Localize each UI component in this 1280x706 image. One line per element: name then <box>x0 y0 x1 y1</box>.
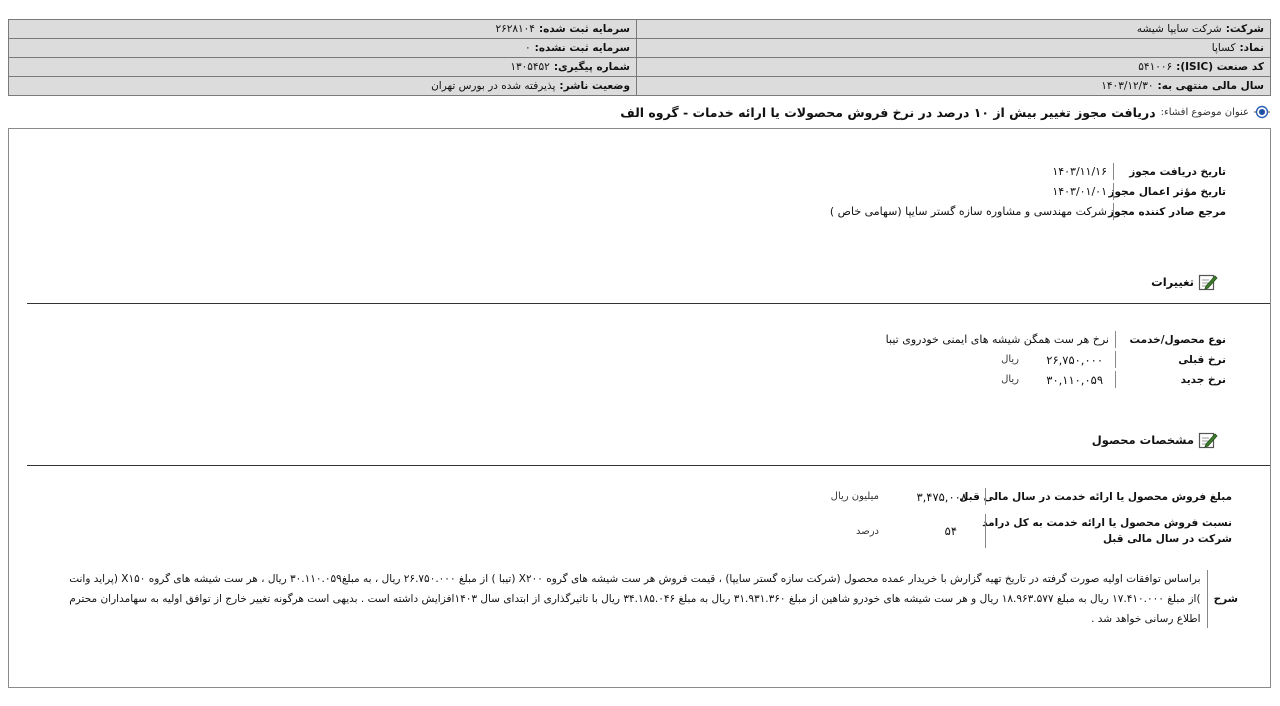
divider <box>985 488 986 505</box>
tracking-number-value: ۱۳۰۵۴۵۲ <box>510 61 550 73</box>
description-text: براساس توافقات اولیه صورت گرفته در تاریخ تهیه گزارش با خریدار عمده محصول (شرکت سازه گستر سایپا) ، قیمت فروش هر ست شیشه های گروه X۲۰۰ (تیبا ) از مبلغ ۲۶.۷۵۰.۰۰۰ ریال ، به مبلغ۳۰.۱۱۰.۰۵۹ ریال ، هر ست شیشه های گروه X۱۵۰ (پراید وانت )از مبلغ ۱۷.۴۱۰.۰۰۰ ریال به مبلغ ۱۸.۹۶۳.۵۷۷ ریال و هر ست شیشه های خودرو شاهین از مبلغ ۳۱.۹۳۱.۳۶۰ ریال به مبلغ ۳۴.۱۸۵.۰۴۶ ریال با تاثیرگذاری از ابتدای سال ۱۴۰۳افزایش داشته است . بدیهی است هرگونه تغییر خارج از توافق اولیه به سهامداران محترم اطلاع رسانی خواهد شد . <box>69 573 1201 625</box>
divider <box>985 514 986 548</box>
info-row <box>9 77 1271 96</box>
publisher-status-label: وضعیت ناشر: <box>559 80 630 92</box>
sales-ratio-label <box>982 515 1232 547</box>
issuer-label: مرجع صادر کننده مجوز <box>1108 205 1226 218</box>
company-name-cell <box>637 20 1271 39</box>
publisher-status-value: پذیرفته شده در بورس تهران <box>431 80 556 92</box>
effective-date-label: تاریخ مؤثر اعمال مجوز <box>1108 185 1226 198</box>
new-rate-unit: ریال <box>1001 374 1019 385</box>
tracking-number-label: شماره پیگیری: <box>553 61 630 73</box>
old-rate-label: نرخ قبلی <box>1178 353 1226 366</box>
divider <box>1113 183 1114 200</box>
new-rate-label: نرخ جدید <box>1180 373 1226 386</box>
sales-amount-label: مبلغ فروش محصول یا ارائه خدمت در سال مالی قبل <box>959 490 1232 503</box>
divider <box>1115 331 1116 348</box>
product-type-row <box>886 331 1226 348</box>
product-specs-section-title <box>1092 431 1218 449</box>
received-date-label: تاریخ دریافت مجوز <box>1129 165 1226 178</box>
old-rate-value: ۲۶,۷۵۰,۰۰۰ <box>1046 352 1103 367</box>
fiscal-year-label: سال مالی منتهی به: <box>1157 80 1264 92</box>
unregistered-capital-value: ۰ <box>525 42 531 54</box>
registered-capital-label: سرمایه ثبت شده: <box>538 23 630 35</box>
new-rate-value: ۳۰,۱۱۰,۰۵۹ <box>1046 372 1103 387</box>
section-divider <box>27 303 1270 304</box>
sales-ratio-value: ۵۴ <box>944 524 957 538</box>
product-specs-title: مشخصات محصول <box>1091 433 1194 447</box>
symbol-label: نماد: <box>1239 42 1264 54</box>
received-date-value: ۱۴۰۳/۱۱/۱۶ <box>1052 165 1107 178</box>
description-row <box>66 569 1238 629</box>
fiscal-year-cell <box>637 77 1271 96</box>
new-rate-row <box>959 371 1226 388</box>
sales-amount-row <box>789 488 1232 505</box>
sales-ratio-row <box>789 514 1232 548</box>
info-row <box>9 58 1271 77</box>
symbol-value: کساپا <box>1211 42 1236 54</box>
divider <box>1113 163 1114 180</box>
issuer-value: شرکت مهندسی و مشاوره سازه گستر سایپا (سهامی خاص ) <box>829 205 1107 218</box>
company-name-label: شرکت: <box>1225 23 1264 35</box>
symbol-cell <box>637 39 1271 58</box>
info-row <box>9 20 1271 39</box>
info-row <box>9 39 1271 58</box>
tracking-number-cell <box>9 58 637 77</box>
disclosure-panel <box>8 128 1271 688</box>
changes-title: تغییرات <box>1151 275 1194 289</box>
effective-date-value: ۱۴۰۳/۰۱/۰۱ <box>1052 185 1107 198</box>
disclosure-subject <box>620 104 1270 120</box>
edit-note-icon <box>1198 273 1218 291</box>
divider <box>1115 371 1116 388</box>
product-type-value: نرخ هر ست همگن شیشه های ایمنی خودروی تیبا <box>885 333 1109 346</box>
registered-capital-value: ۲۶۲۸۱۰۴ <box>495 23 535 35</box>
issuer-row <box>830 203 1226 220</box>
edit-note-icon <box>1198 431 1218 449</box>
description-label: شرح <box>1213 593 1238 605</box>
sales-ratio-label-line1: نسبت فروش محصول یا ارائه خدمت به کل درامد <box>982 517 1232 529</box>
registered-capital-cell <box>9 20 637 39</box>
divider <box>1115 351 1116 368</box>
sales-ratio-label-line2: شرکت در سال مالی قبل <box>1102 533 1232 545</box>
publisher-status-cell <box>9 77 637 96</box>
unregistered-capital-cell <box>9 39 637 58</box>
changes-section-title <box>1151 273 1218 291</box>
unregistered-capital-label: سرمایه ثبت نشده: <box>534 42 630 54</box>
radio-target-icon <box>1254 104 1270 120</box>
isic-cell <box>637 58 1271 77</box>
effective-date-row <box>1052 183 1226 200</box>
product-type-label: نوع محصول/خدمت <box>1129 333 1226 346</box>
old-rate-row <box>959 351 1226 368</box>
fiscal-year-value: ۱۴۰۳/۱۲/۳۰ <box>1101 80 1154 92</box>
divider <box>1207 570 1208 628</box>
sales-ratio-unit: درصد <box>855 525 879 537</box>
sales-amount-unit: میلیون ریال <box>830 491 879 502</box>
received-date-row <box>1052 163 1226 180</box>
subject-title: دریافت مجوز تغییر بیش از ۱۰ درصد در نرخ فروش محصولات یا ارائه خدمات - گروه الف <box>620 104 1156 120</box>
company-name-value: شرکت سایپا شیشه <box>1136 23 1222 35</box>
subject-label: عنوان موضوع افشاء: <box>1160 106 1249 118</box>
old-rate-unit: ریال <box>1001 354 1019 365</box>
divider <box>1113 203 1114 220</box>
isic-label: کد صنعت (ISIC): <box>1176 61 1264 73</box>
sales-amount-value: ۳,۴۷۵,۰۰۸ <box>916 489 967 504</box>
section-divider <box>27 465 1270 466</box>
isic-value: ۵۴۱۰۰۶ <box>1138 61 1173 73</box>
company-info-table <box>8 19 1271 96</box>
